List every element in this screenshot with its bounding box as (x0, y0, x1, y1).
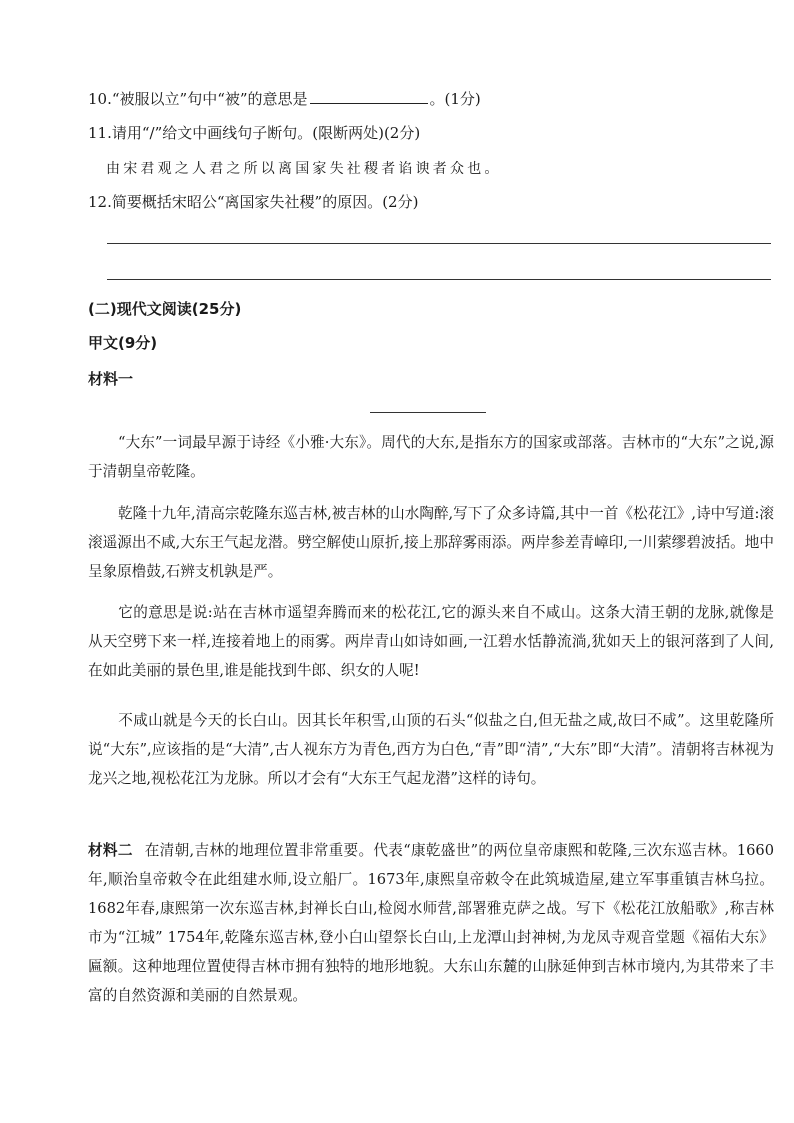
question-12: 12.简要概括宋昭公“离国家失社稷”的原因。(2分) (88, 193, 419, 211)
section-title: (二)现代文阅读(25分) (88, 300, 242, 318)
material-1-label: 材料一 (88, 370, 134, 388)
material-1-paragraph-1: “大东”一词最早源于诗经《小雅·大东》。周代的大东,是指东方的国家或部落。吉林市的“大东”之说,源于清朝皇帝乾隆。 (88, 434, 774, 480)
material-1-paragraph-4: 不咸山就是今天的长白山。因其长年积雪,山顶的石头“似盐之白,但无盐之咸,故曰不咸”。这里乾隆所说“大东”,应该指的是“大清”,古人视东方为青色,西方为白色,“青”即“清”,“大东”即“大清”。清朝将吉林视为龙兴之地,视松花江为龙脉。所以才会有“大东王气起龙潜”这样的诗句。 (88, 712, 774, 787)
article-title-blank (370, 412, 486, 413)
material-2-paragraph: 材料二 在清朝,吉林的地理位置非常重要。代表“康乾盛世”的两位皇帝康熙和乾隆,三次东巡吉林。1660年,顺治皇帝敕令在此组建水师,设立船厂。1673年,康熙皇帝敕令在此筑城造屋,建立军事重镇吉林乌拉。1682年春,康熙第一次东巡吉林,封禅长白山,检阅水师营,部署雅克萨之战。写下《松花江放船歌》,称吉林市为“江城” 1754年,乾隆东巡吉林,登小白山望祭长白山,上龙潭山封神树,为龙凤寺观音堂题《福佑大东》匾额。这种地理位置使得吉林市拥有独特的地形地貌。大东山东麓的山脉延伸到吉林市境内,为其带来了丰富的自然资源和美丽的自然景观。 (88, 842, 774, 1004)
question-10-text: 10.“被服以立”句中“被”的意思是 (88, 90, 308, 108)
question-11-sentence: 由宋君观之人君之所以离国家失社稷者谄谀者众也。 (106, 161, 502, 177)
answer-line-2[interactable] (107, 279, 771, 280)
material-2-label: 材料二 (88, 842, 133, 859)
part-a-title: 甲文(9分) (88, 334, 158, 352)
question-11: 11.请用“/”给文中画线句子断句。(限断两处)(2分) (88, 124, 421, 142)
material-1-paragraph-2: 乾隆十九年,清高宗乾隆东巡吉林,被吉林的山水陶醉,写下了众多诗篇,其中一首《松花江》,诗中写道:滚滚遥源出不咸,大东王气起龙潜。劈空解使山原折,接上那辞雾雨添。两岸参差青嶂印,一川萦缪碧波括。地中呈象原橹鼓,石辨支机孰是严。 (88, 505, 774, 580)
answer-line-1[interactable] (107, 243, 771, 244)
question-10-score: 。(1分) (429, 90, 481, 108)
answer-blank[interactable] (310, 89, 428, 104)
material-1-paragraph-3: 它的意思是说:站在吉林市遥望奔腾而来的松花江,它的源头来自不咸山。这条大清王朝的龙脉,就像是从天空劈下来一样,连接着地上的雨雾。两岸青山如诗如画,一江碧水恬静流淌,犹如天上的银河落到了人间,在如此美丽的景色里,谁是能找到牛郎、织女的人呢! (88, 604, 774, 679)
question-10 (88, 89, 481, 109)
